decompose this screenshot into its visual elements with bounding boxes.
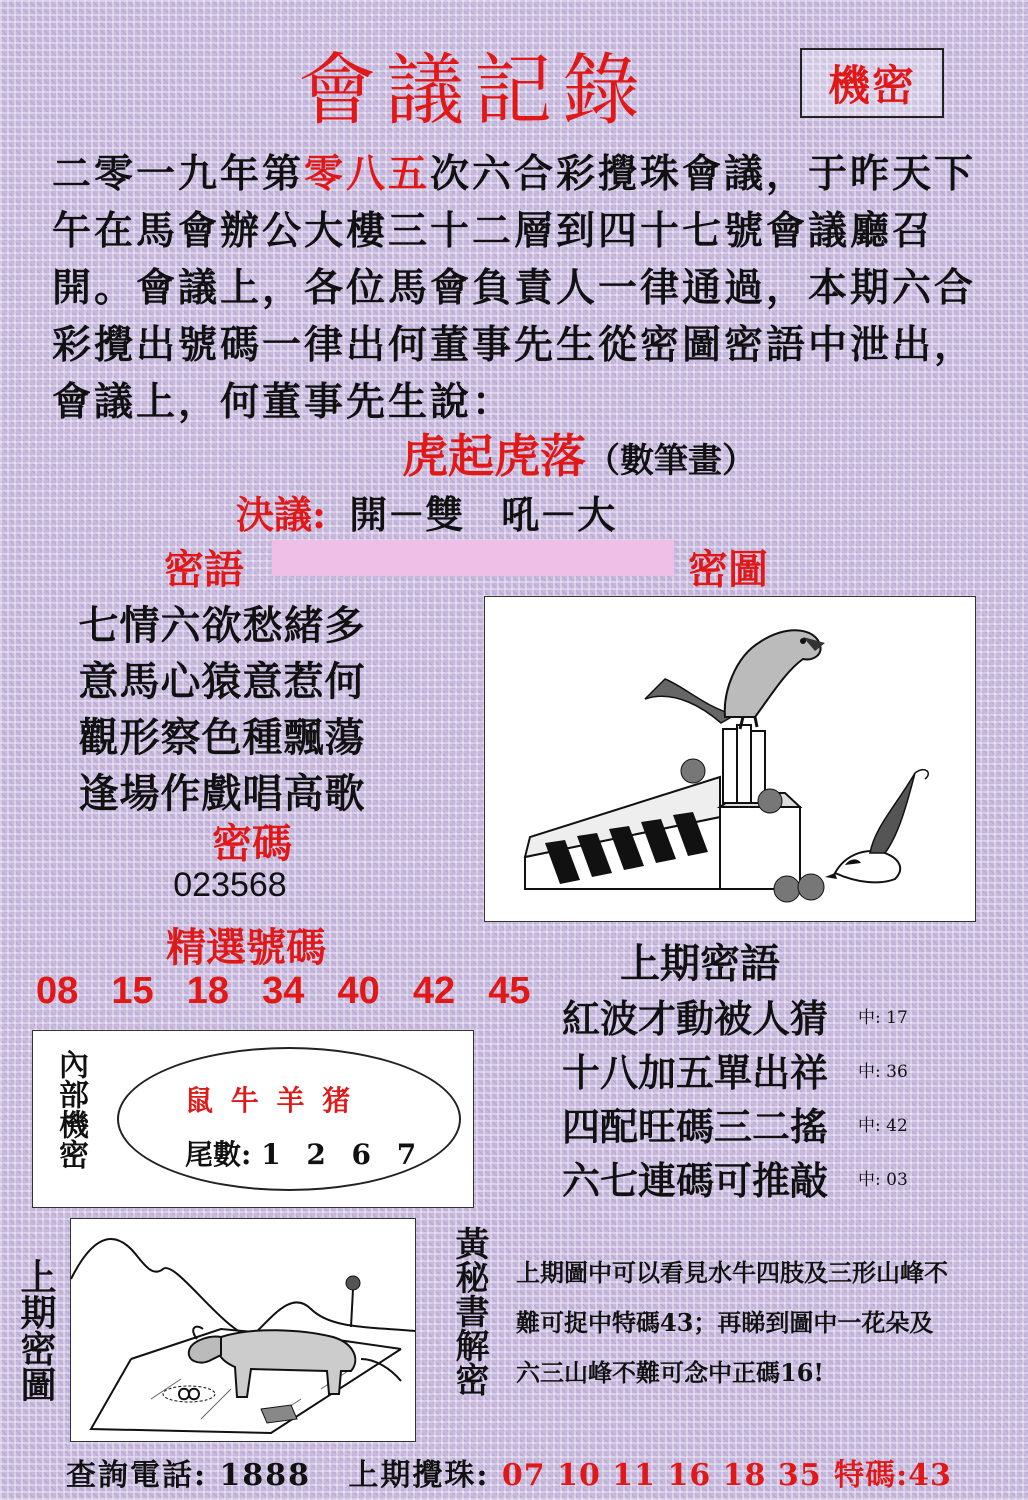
secret-words-label: 密語	[164, 546, 244, 593]
prev-line-text: 四配旺碼三二搖	[562, 1103, 829, 1149]
footer	[66, 1450, 952, 1494]
poem-line: 意馬心猿意惹何	[78, 658, 366, 705]
tail-label: 尾數:	[185, 1138, 252, 1171]
confidential-badge: 機密	[800, 48, 944, 118]
resolution-value: 開－雙 吼－大	[349, 492, 616, 537]
intro-part1: 二零一九年第	[52, 151, 305, 197]
prev-picture	[70, 1218, 416, 1442]
tail-values: 1 2 6 7	[261, 1138, 425, 1171]
tail-numbers	[185, 1133, 424, 1173]
prev-words-line	[562, 1042, 908, 1096]
draw-numbers: 07 10 11 16 18 35	[501, 1458, 822, 1493]
picks-label: 精選號碼	[166, 924, 326, 971]
headline	[402, 420, 756, 486]
code-value: 023568	[173, 866, 287, 904]
resolution	[236, 484, 615, 539]
issue-number: 零八五	[304, 151, 431, 197]
code-label: 密碼	[212, 820, 292, 867]
prev-words-list	[562, 988, 908, 1204]
headline-phrase: 虎起虎落	[402, 429, 586, 483]
prev-picture-label: 上期密圖	[15, 1258, 57, 1402]
headline-note: （數筆畫）	[586, 441, 756, 481]
intro-paragraph	[52, 146, 992, 431]
prev-words-title: 上期密語	[620, 940, 780, 987]
phone-number: 1888	[219, 1458, 312, 1493]
prev-line-hit: 中: 03	[858, 1169, 908, 1190]
prev-line-text: 六七連碼可推敲	[562, 1157, 829, 1203]
special-label: 特碼:	[834, 1458, 909, 1493]
picks-numbers: 08 15 18 34 40 42 45	[36, 970, 531, 1012]
prev-words-line	[562, 988, 908, 1042]
secret-picture-label: 密圖	[688, 546, 768, 593]
prev-line-hit: 中: 42	[858, 1115, 908, 1136]
secret-poem	[72, 598, 372, 822]
zodiac-picks: 鼠 牛 羊 猪	[185, 1084, 355, 1117]
special-number: 43	[908, 1458, 952, 1493]
highlight-bar	[272, 540, 674, 576]
draw-label: 上期攪珠:	[348, 1458, 490, 1493]
prev-line-hit: 中: 17	[858, 1007, 908, 1028]
poem-line: 逢場作戲唱高歌	[78, 770, 366, 817]
insider-label: 內部機密	[53, 1049, 88, 1169]
prev-line-hit: 中: 36	[858, 1061, 908, 1082]
secretary-explanation: 上期圖中可以看見水牛四肢及三形山峰不難可捉中特碼43；再睇到圖中一花朵及六三山峰不難可念中正碼16!	[516, 1258, 948, 1387]
prev-words-line	[562, 1150, 908, 1204]
phone-label: 查詢電話:	[66, 1458, 208, 1493]
secretary-label: 黃秘書解密	[449, 1226, 489, 1396]
poem-line: 觀形察色種飄蕩	[78, 714, 366, 761]
resolution-label: 決議:	[236, 492, 327, 537]
insider-ellipse	[117, 1047, 461, 1191]
prev-line-text: 紅波才動被人猜	[562, 995, 829, 1041]
buffalo-illustration	[71, 1219, 415, 1441]
intro-part2: 次六合彩攪珠會議，于昨天下午在馬會辦公大樓三十二層到四十七號會議廳召開。會議上，各位馬會負責人一律通過，本期六合彩攪出號碼一律出何董事先生從密圖密語中泄出，會議上，何董事先生說：	[52, 151, 977, 425]
prev-words-line	[562, 1096, 908, 1150]
secret-picture	[484, 596, 976, 922]
insider-box	[32, 1030, 474, 1208]
page-title: 會議記錄	[297, 46, 650, 136]
falcon-scene-illustration	[485, 597, 975, 921]
poem-line: 七情六欲愁緒多	[78, 602, 366, 649]
prev-line-text: 十八加五單出祥	[562, 1049, 829, 1095]
